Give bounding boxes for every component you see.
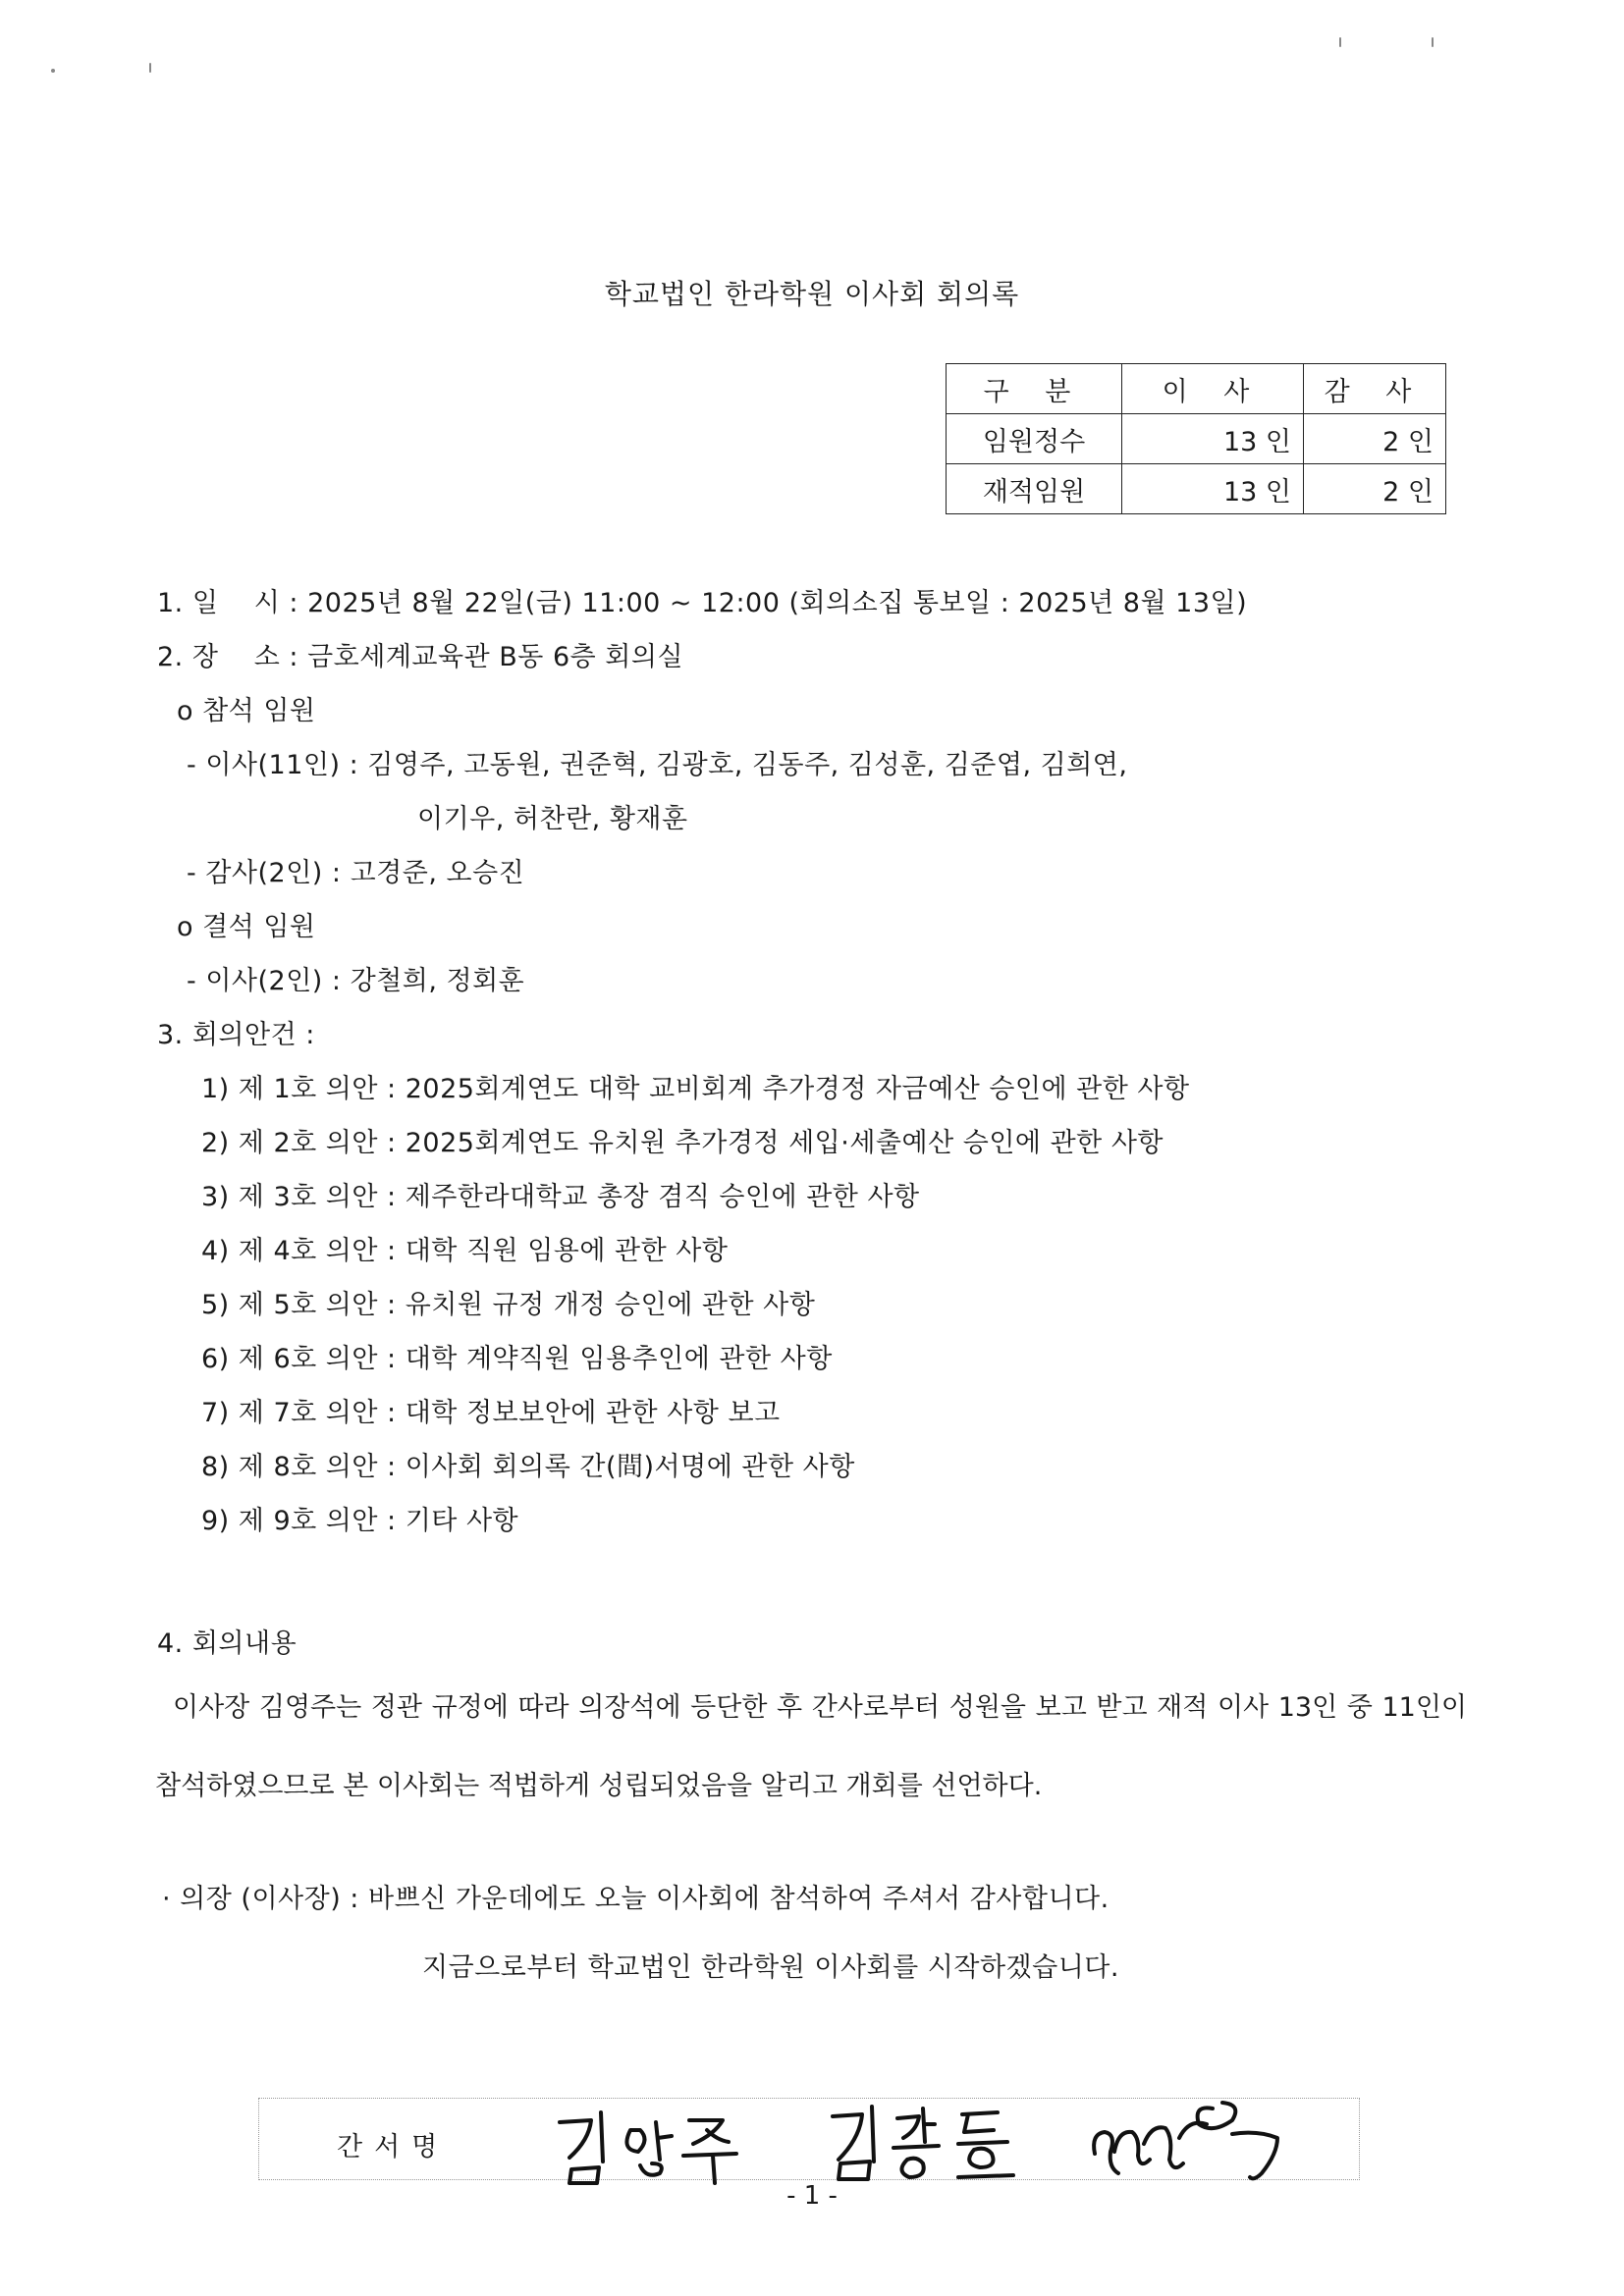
attending-directors: - 이사(11인) : 김영주, 고동원, 권준혁, 김광호, 김동주, 김성훈, 김준엽, 김희연,	[187, 750, 1128, 780]
table-row	[947, 464, 1446, 514]
table-cell: 2 인	[1304, 464, 1446, 514]
agenda-item: 6) 제 6호 의안 : 대학 계약직원 임용추인에 관한 사항	[201, 1344, 833, 1374]
content-paragraph: 이사장 김영주는 정관 규정에 따라 의장석에 등단한 후 간사로부터 성원을 보고 받고 재적 이사 13인 중 11인이 참석하였으므로 본 이사회는 적법하게 성립되었음을 알리고 개회를 선언하다.	[155, 1692, 1467, 1801]
table-cell: 13 인	[1122, 414, 1304, 464]
scan-speck	[51, 69, 55, 73]
agenda-item: 2) 제 2호 의안 : 2025회계연도 유치원 추가경정 세입·세출예산 승인에 관한 사항	[201, 1128, 1164, 1158]
table-cell: 임원정수	[947, 414, 1122, 464]
signature-label: 간서명	[337, 2132, 450, 2163]
table-header-cell: 이 사	[1122, 364, 1304, 414]
table-header-cell: 감 사	[1304, 364, 1446, 414]
table-header-cell: 구 분	[947, 364, 1122, 414]
page-number: - 1 -	[786, 2181, 838, 2211]
table-cell: 2 인	[1304, 414, 1446, 464]
signature-third	[1085, 2095, 1306, 2183]
attending-auditors: - 감사(2인) : 고경준, 오승진	[187, 858, 525, 888]
officer-summary-table	[946, 363, 1446, 514]
chair-remark: · 의장 (이사장) : 바쁘신 가운데에도 오늘 이사회에 참석하여 주셔서 감사합니다.	[162, 1884, 1110, 1914]
agenda-item: 5) 제 5호 의안 : 유치원 규정 개정 승인에 관한 사항	[201, 1290, 816, 1320]
scan-speck	[1432, 37, 1434, 47]
meeting-datetime: 1. 일 시 : 2025년 8월 22일(금) 11:00 ~ 12:00 (회의소집 통보일 : 2025년 8월 13일)	[157, 588, 1248, 618]
absentees-header: o 결석 임원	[177, 912, 316, 942]
table-header-row	[947, 364, 1446, 414]
scan-speck	[1339, 37, 1341, 47]
signature-kim-gwangho	[825, 2099, 1051, 2187]
table-cell: 재적임원	[947, 464, 1122, 514]
chair-remark-cont: 지금으로부터 학교법인 한라학원 이사회를 시작하겠습니다.	[422, 1952, 1119, 1983]
agenda-item: 7) 제 7호 의안 : 대학 정보보안에 관한 사항 보고	[201, 1398, 781, 1428]
meeting-place: 2. 장 소 : 금호세계교육관 B동 6층 회의실	[157, 642, 684, 672]
table-cell: 13 인	[1122, 464, 1304, 514]
attendees-header: o 참석 임원	[177, 696, 316, 726]
agenda-item: 3) 제 3호 의안 : 제주한라대학교 총장 겸직 승인에 관한 사항	[201, 1182, 920, 1212]
agenda-item: 1) 제 1호 의안 : 2025회계연도 대학 교비회계 추가경정 자금예산 승인에 관한 사항	[201, 1074, 1190, 1104]
content-header: 4. 회의내용	[157, 1629, 298, 1659]
agenda-item: 9) 제 9호 의안 : 기타 사항	[201, 1506, 519, 1536]
scan-speck	[149, 63, 151, 73]
signature-kim-youngju	[550, 2101, 756, 2189]
absent-directors: - 이사(2인) : 강철희, 정회훈	[187, 966, 525, 996]
agenda-header: 3. 회의안건 :	[157, 1020, 315, 1050]
table-row	[947, 414, 1446, 464]
agenda-item: 4) 제 4호 의안 : 대학 직원 임용에 관한 사항	[201, 1236, 729, 1266]
agenda-item: 8) 제 8호 의안 : 이사회 회의록 간(間)서명에 관한 사항	[201, 1452, 855, 1482]
attending-directors-cont: 이기우, 허찬란, 황재훈	[417, 804, 688, 834]
document-title: 학교법인 한라학원 이사회 회의록	[604, 278, 1020, 310]
